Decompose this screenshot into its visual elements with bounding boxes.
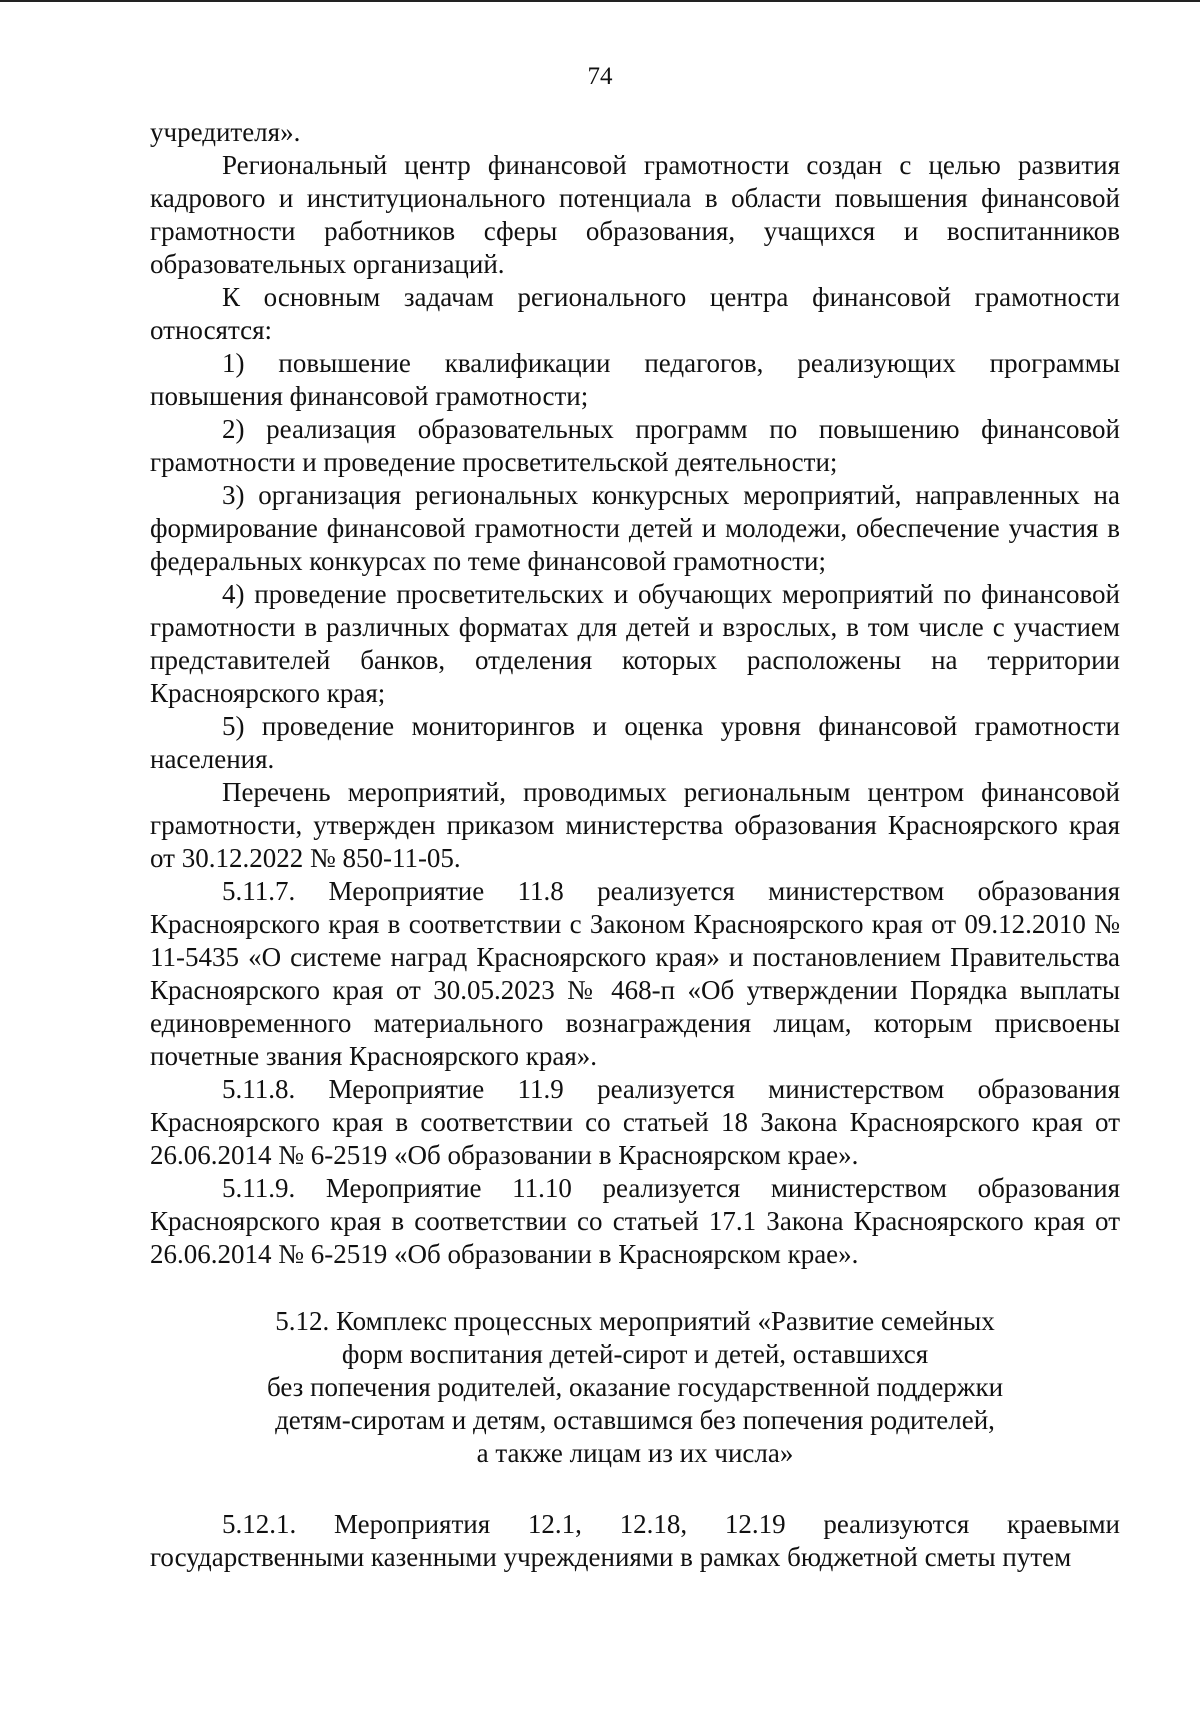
paragraph: 4) проведение просветительских и обучающих мероприятий по финансовой грамотности в различных форматах для детей и взрослых, в том числе с участием представителей банков, отделения которых расположены на территории Красноярского края; [150,579,1120,708]
paragraphs-before-heading [150,116,1120,1271]
scan-top-edge [0,0,1200,2]
paragraph: 3) организация региональных конкурсных мероприятий, направленных на формирование финансовой грамотности детей и молодежи, обеспечение участия в федеральных конкурсах по теме финансовой грамотности; [150,480,1120,576]
paragraph: 5.11.8. Мероприятие 11.9 реализуется министерством образования Красноярского края в соответствии со статьей 18 Закона Красноярского края от 26.06.2014 № 6-2519 «Об образовании в Красноярском крае». [150,1074,1120,1170]
document-body [150,116,1120,1574]
paragraph: 2) реализация образовательных программ по повышению финансовой грамотности и проведение просветительской деятельности; [150,414,1120,477]
section-heading-line: без попечения родителей, оказание государственной поддержки [266,1372,1004,1402]
paragraph: 1) повышение квалификации педагогов, реализующих программы повышения финансовой грамотности; [150,348,1120,411]
paragraph: 5.11.9. Мероприятие 11.10 реализуется министерством образования Красноярского края в соответствии со статьей 17.1 Закона Красноярского края от 26.06.2014 № 6-2519 «Об образовании в Красноярском крае». [150,1173,1120,1269]
paragraph: К основным задачам регионального центра финансовой грамотности относятся: [150,282,1120,345]
section-heading-line: форм воспитания детей-сирот и детей, оставшихся [341,1339,929,1369]
section-heading-line: а также лицам из их числа» [476,1438,794,1468]
paragraph: Перечень мероприятий, проводимых региональным центром финансовой грамотности, утвержден приказом министерства образования Красноярского края от 30.12.2022 № 850-11-05. [150,777,1120,873]
section-heading-line: 5.12. Комплекс процессных мероприятий «Развитие семейных [275,1306,995,1336]
page-number: 74 [587,63,613,90]
section-heading-5-12 [150,1305,1120,1470]
paragraph: Региональный центр финансовой грамотности создан с целью развития кадрового и институционального потенциала в области повышения финансовой грамотности работников сферы образования, учащихся и воспитанников образовательных организаций. [150,150,1120,279]
paragraph: 5.11.7. Мероприятие 11.8 реализуется министерством образования Красноярского края в соответствии с Законом Красноярского края от 09.12.2010 № 11-5435 «О системе наград Красноярского края» и постановлением Правительства Красноярского края от 30.05.2023 № 468-п «Об утверждении Порядка выплаты единовременного материального вознаграждения лицам, которым присвоены почетные звания Красноярского края». [150,876,1120,1071]
paragraph: учредителя». [150,117,301,147]
paragraph: 5.12.1. Мероприятия 12.1, 12.18, 12.19 реализуются краевыми государственными казенными учреждениями в рамках бюджетной сметы путем [150,1509,1120,1572]
section-heading-line: детям-сиротам и детям, оставшимся без попечения родителей, [275,1405,995,1435]
paragraph: 5) проведение мониторингов и оценка уровня финансовой грамотности населения. [150,711,1120,774]
paragraphs-after-heading [150,1508,1120,1574]
